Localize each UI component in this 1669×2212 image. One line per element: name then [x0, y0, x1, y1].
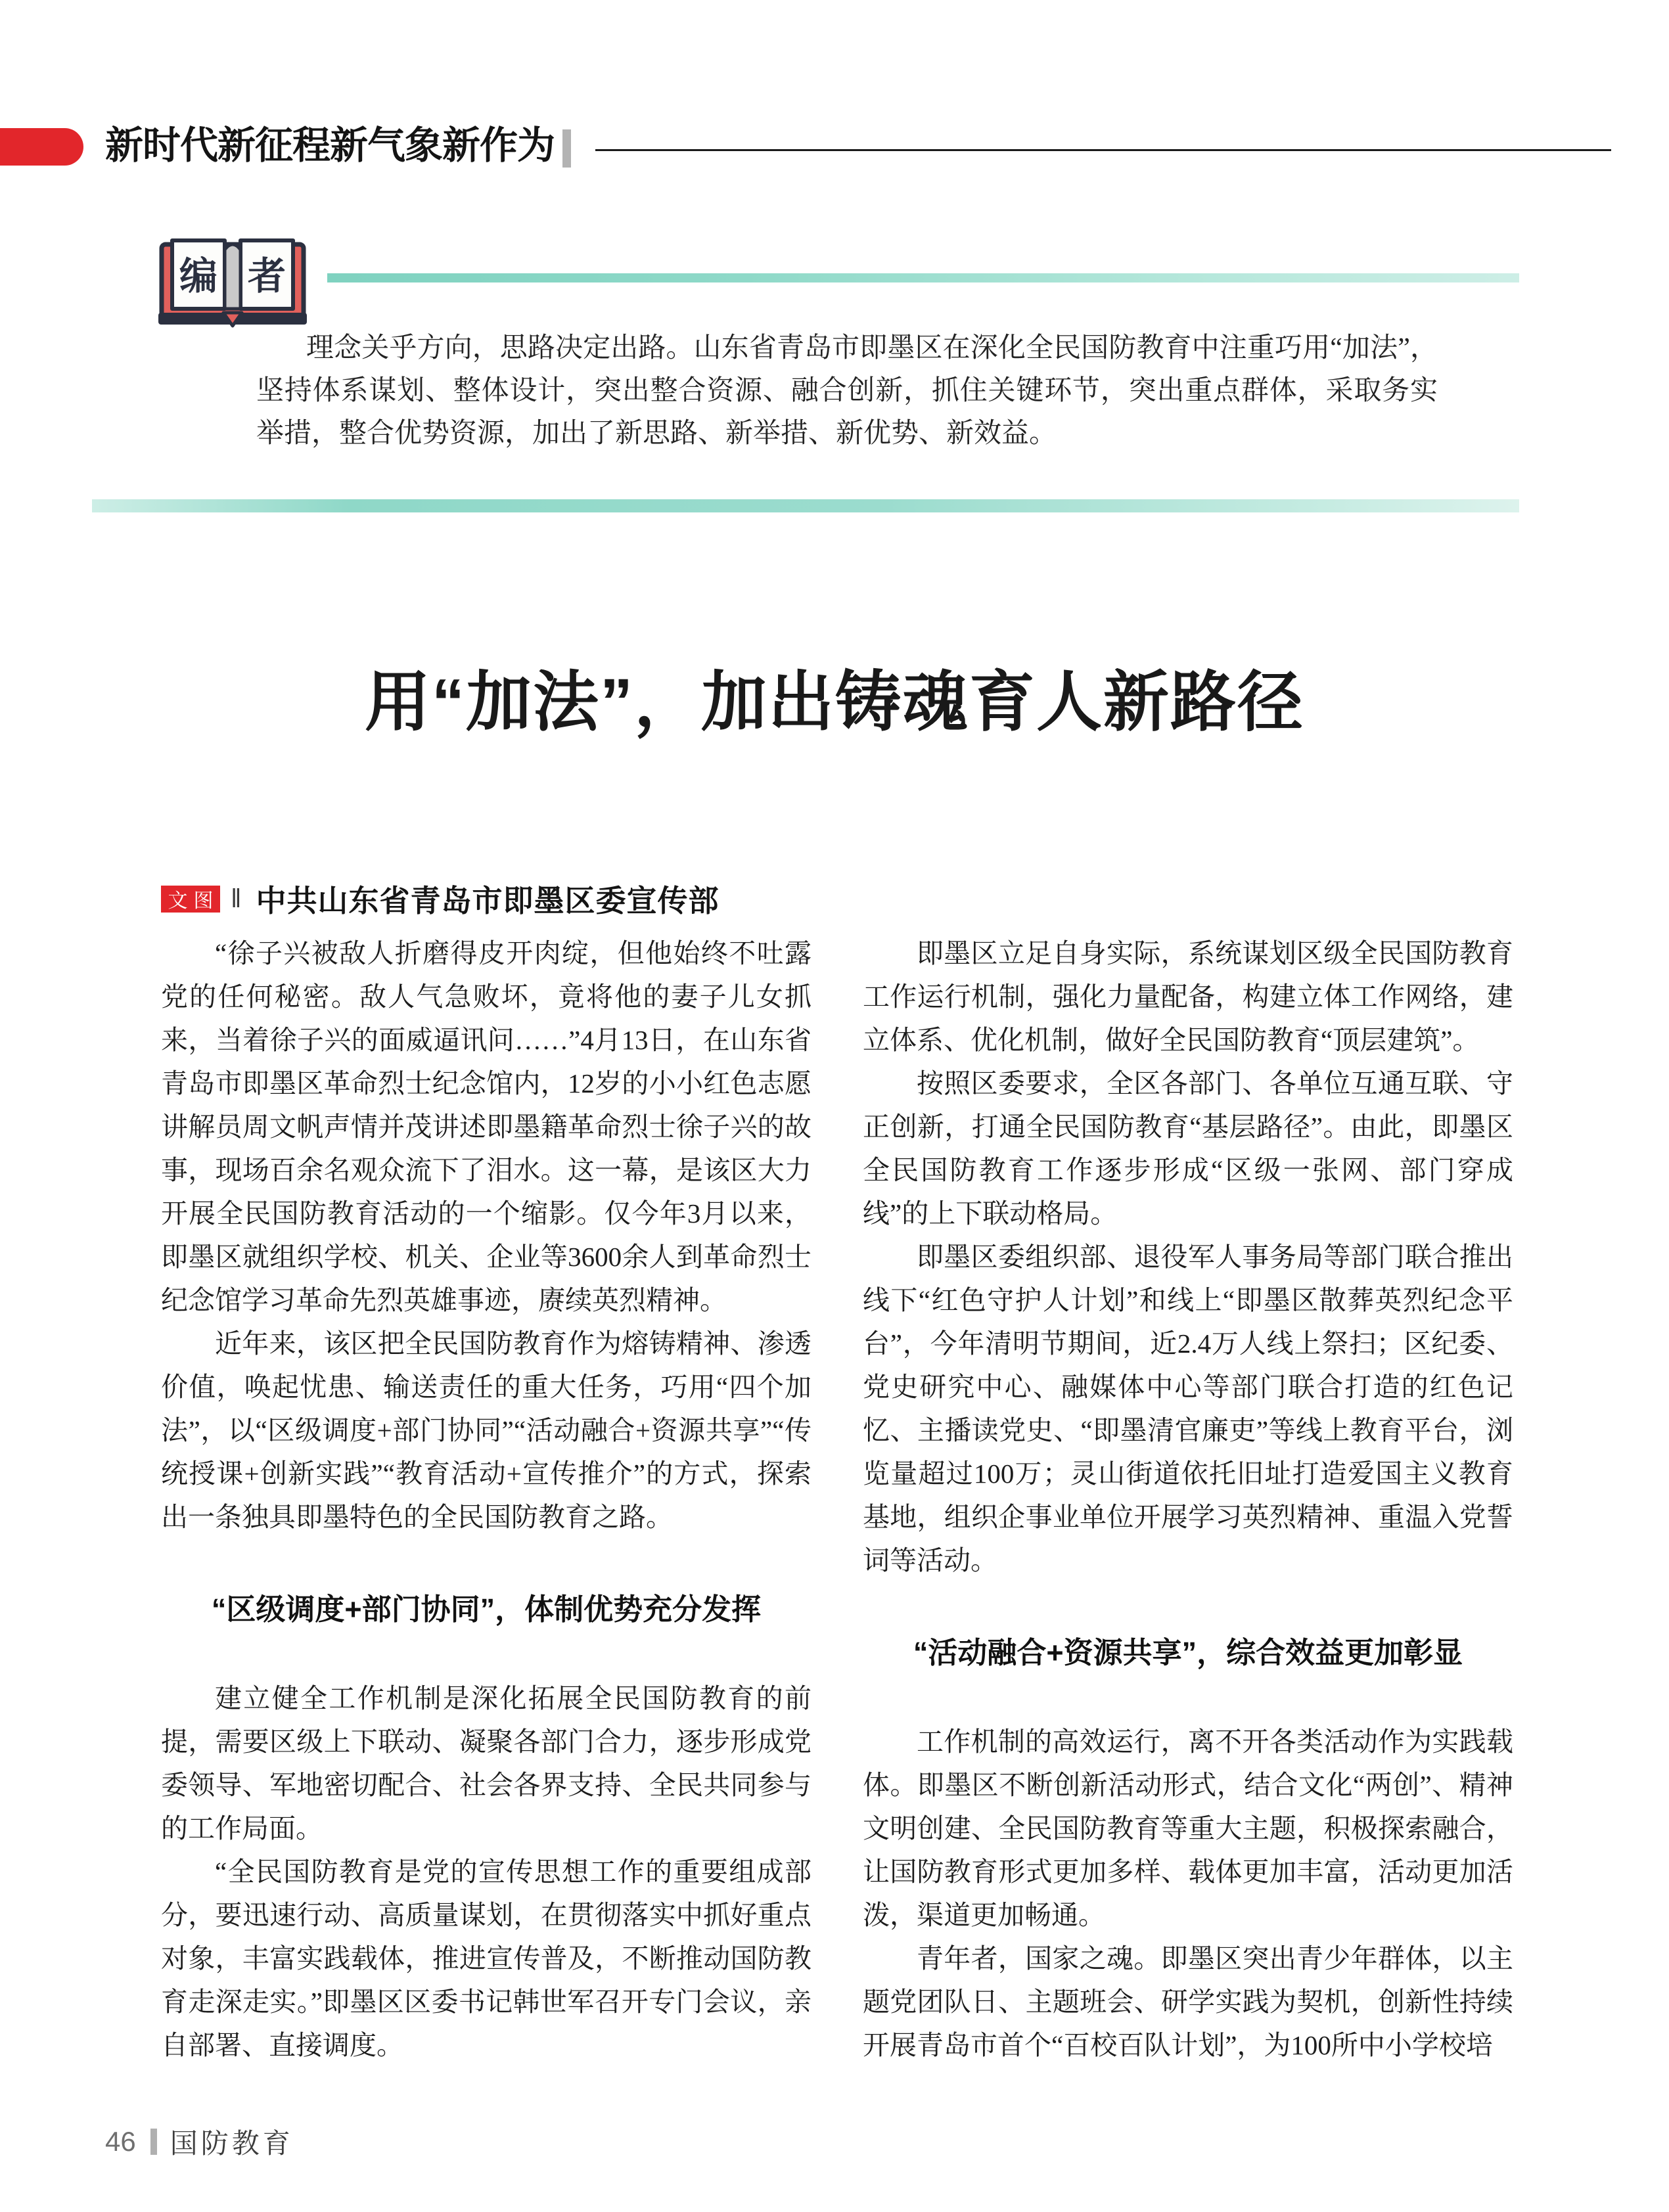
paragraph: 即墨区委组织部、退役军人事务局等部门联合推出线下“红色守护人计划”和线上“即墨区散葬英烈纪念平台”，今年清明节期间，近2.4万人线上祭扫；区纪委、党史研究中心、融媒体中心等部门联合打造的红色记忆、主播读党史、“即墨清官廉吏”等线上教育平台，浏览量超过100万；灵山街道依托旧址打造爱国主义教育基地，组织企事业单位开展学习英烈精神、重温入党誓词等活动。 — [863, 1242, 1513, 1575]
right-column — [863, 932, 1513, 2067]
article-title: 用“加法”，加出铸魂育人新路径 — [365, 666, 1304, 739]
paragraph: 工作机制的高效运行，离不开各类活动作为实践载体。即墨区不断创新活动形式，结合文化“两创”、精神文明创建、全民国防教育等重大主题，积极探索融合，让国防教育形式更加多样、载体更加丰富，活动更加活泼，渠道更加畅通。 — [863, 1727, 1513, 1930]
byline-badge: 文图 — [161, 886, 220, 913]
kicker-rule-line — [595, 149, 1611, 151]
byline-divider-glyph: ‖ — [231, 884, 242, 913]
paragraph: 建立健全工作机制是深化拓展全民国防教育的前提，需要区级上下联动、凝聚各部门合力，逐步形成党委领导、军地密切配合、社会各界支持、全民共同参与的工作局面。 — [161, 1683, 812, 1843]
paragraph: “全民国防教育是党的宣传思想工作的重要组成部分，要迅速行动、高质量谋划，在贯彻落实中抓好重点对象，丰富实践载体，推进宣传普及，不断推动国防教育走深走实。”即墨区区委书记韩世军召开专门会议，亲自部署、直接调度。 — [161, 1857, 812, 2060]
footer-section-label: 国防教育 — [170, 2128, 294, 2159]
section-heading: “活动融合+资源共享”，综合效益更加彰显 — [913, 1636, 1463, 1669]
article-body — [161, 932, 1513, 2067]
book-left-char: 编 — [179, 255, 218, 298]
kicker-red-tab — [0, 128, 83, 166]
paragraph: 青年者，国家之魂。即墨区突出青少年群体，以主题党团队日、主题班会、研学实践为契机，创新性持续开展青岛市首个“百校百队计划”，为100所中小学校培 — [863, 1943, 1513, 2060]
section-heading: “区级调度+部门协同”，体制优势充分发挥 — [211, 1592, 762, 1626]
page-kicker: 新时代新征程新气象新作为 — [105, 124, 555, 167]
editor-note: 理念关乎方向，思路决定出路。山东省青岛市即墨区在深化全民国防教育中注重巧用“加法”，坚持体系谋划、整体设计，突出整合资源、融合创新，抓住关键环节，突出重点群体，采取务实举措，整合优势资源，加出了新思路、新举措、新优势、新效益。 — [256, 333, 1438, 449]
paragraph: 按照区委要求，全区各部门、各单位互通互联、守正创新，打通全民国防教育“基层路径”。由此，即墨区全民国防教育工作逐步形成“区级一张网、部门穿成线”的上下联动格局。 — [863, 1068, 1513, 1229]
left-column — [161, 932, 812, 2067]
byline-author: 中共山东省青岛市即墨区委宣传部 — [256, 884, 720, 918]
footer-divider-bar — [150, 2129, 157, 2155]
editor-book-icon — [156, 230, 309, 330]
byline — [161, 877, 720, 920]
teal-bar-top — [327, 273, 1519, 282]
paragraph: “徐子兴被敌人折磨得皮开肉绽，但他始终不吐露党的任何秘密。敌人气急败坏，竟将他的妻子儿女抓来，当着徐子兴的面威逼讯问……”4月13日，在山东省青岛市即墨区革命烈士纪念馆内，12岁的小小红色志愿讲解员周文帆声情并茂讲述即墨籍革命烈士徐子兴的故事，现场百余名观众流下了泪水。这一幕，是该区大力开展全民国防教育活动的一个缩影。仅今年3月以来，即墨区就组织学校、机关、企业等3600余人到革命烈士纪念馆学习革命先烈英雄事迹，赓续英烈精神。 — [161, 938, 812, 1315]
kicker-divider-bar — [562, 129, 571, 168]
paragraph: 即墨区立足自身实际，系统谋划区级全民国防教育工作运行机制，强化力量配备，构建立体工作网络，建立体系、优化机制，做好全民国防教育“顶层建筑”。 — [863, 938, 1513, 1055]
book-right-char: 者 — [247, 255, 286, 298]
page-footer — [105, 2122, 294, 2161]
page-number: 46 — [105, 2126, 136, 2157]
teal-bar-bottom — [92, 499, 1519, 512]
paragraph: 近年来，该区把全民国防教育作为熔铸精神、渗透价值，唤起忧患、输送责任的重大任务，巧用“四个加法”，以“区级调度+部门协同”“活动融合+资源共享”“传统授课+创新实践”“教育活动+宣传推介”的方式，探索出一条独具即墨特色的全民国防教育之路。 — [161, 1328, 812, 1532]
